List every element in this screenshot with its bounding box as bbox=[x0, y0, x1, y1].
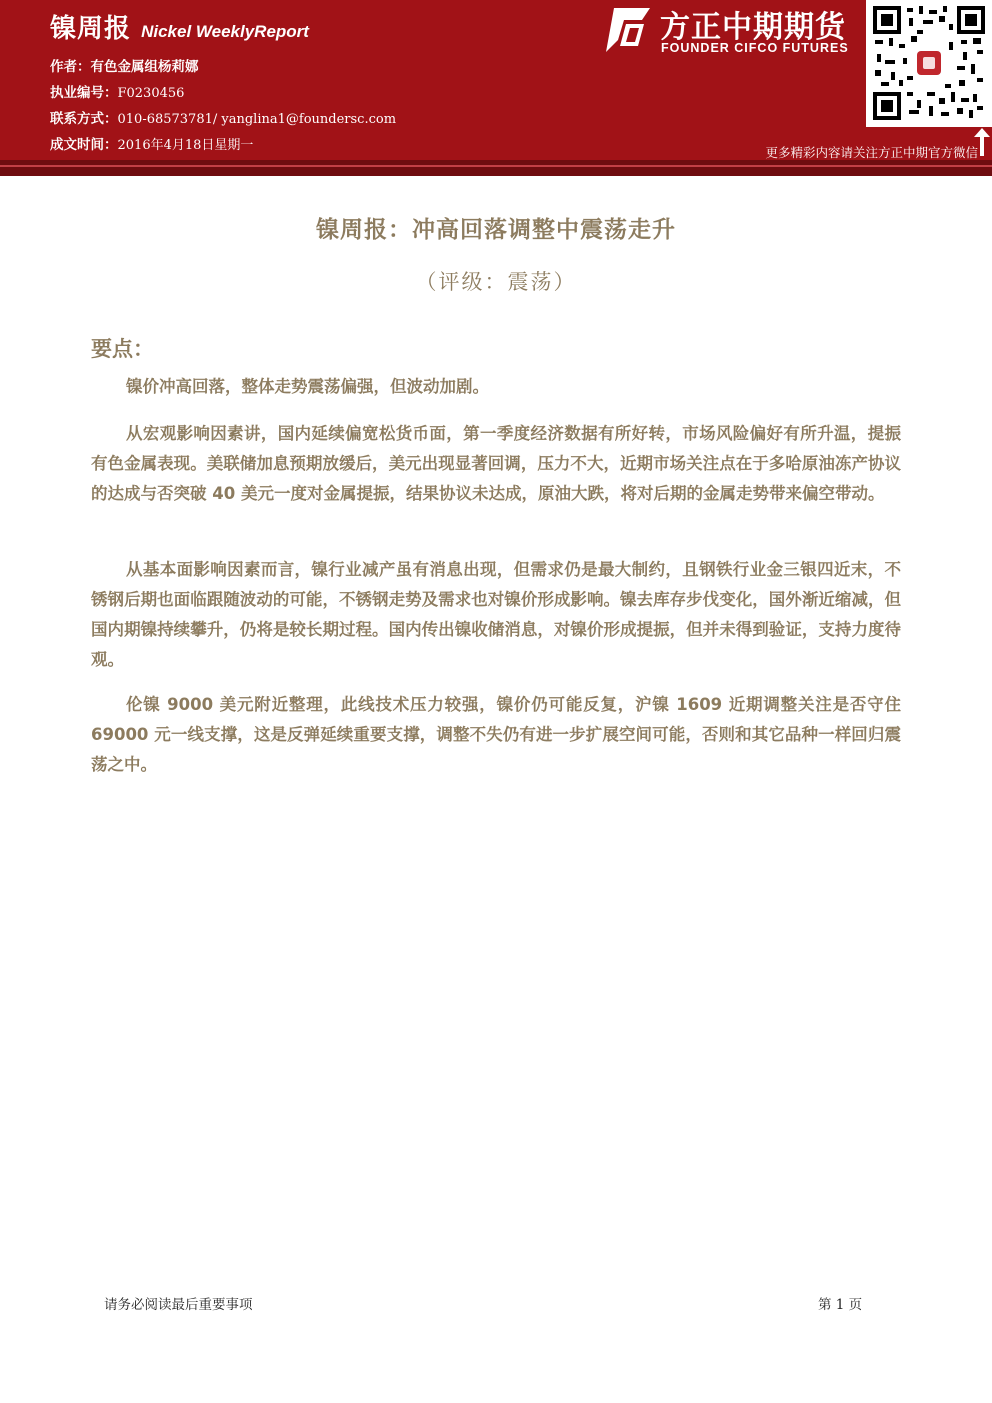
page-number: 第 1 页 bbox=[818, 1297, 863, 1313]
contact-line bbox=[50, 107, 396, 127]
license-label: 执业编号： bbox=[50, 85, 118, 101]
report-title bbox=[50, 8, 309, 45]
license-line bbox=[50, 81, 184, 101]
contact-label: 联系方式： bbox=[50, 111, 118, 127]
report-title-en: Nickel WeeklyReport bbox=[141, 22, 309, 41]
follow-wechat-text: 更多精彩内容请关注方正中期官方微信 bbox=[765, 145, 978, 160]
author-line bbox=[50, 55, 199, 75]
section-heading-key-points: 要点： bbox=[91, 337, 154, 361]
author-value: 有色金属组杨莉娜 bbox=[90, 59, 199, 75]
header-divider bbox=[0, 160, 992, 176]
license-value: F0230456 bbox=[117, 86, 185, 101]
company-name-cn: 方正中期期货 bbox=[660, 10, 846, 45]
paragraph-fundamentals: 从基本面影响因素而言，镍行业减产虽有消息出现，但需求仍是最大制约，且钢铁行业金三银四近末，不锈钢后期也面临跟随波动的可能，不锈钢走势及需求也对镍价形成影响。镍去库存步伐变化，国外渐近缩减，但国内期镍持续攀升，仍将是较长期过程。国内传出镍收储消息，对镍价形成提振，但并未得到验证，支持力度待观。 bbox=[91, 560, 901, 669]
document-rating: （评级：震荡） bbox=[415, 270, 577, 294]
company-logo-icon bbox=[604, 6, 652, 54]
header-divider-highlight bbox=[0, 165, 992, 167]
qr-code-icon bbox=[873, 6, 985, 120]
footer-notice: 请务必阅读最后重要事项 bbox=[104, 1297, 253, 1313]
date-label: 成文时间： bbox=[50, 137, 118, 153]
wechat-qr-code bbox=[866, 0, 992, 127]
document-title: 镍周报：冲高回落调整中震荡走升 bbox=[316, 217, 676, 243]
report-title-cn: 镍周报 bbox=[50, 14, 132, 44]
paragraph-macro: 从宏观影响因素讲，国内延续偏宽松货币面，第一季度经济数据有所好转，市场风险偏好有所升温，提振有色金属表现。美联储加息预期放缓后，美元出现显著回调，压力不大，近期市场关注点在于多哈原油冻产协议的达成与否突破 40 美元一度对金属提振，结果协议未达成，原油大跌，将对后期的金属走势带来偏空带动。 bbox=[91, 424, 901, 503]
company-name-en: FOUNDER CIFCO FUTURES bbox=[661, 41, 849, 55]
report-header bbox=[0, 0, 992, 160]
paragraph-technical: 伦镍 9000 美元附近整理，此线技术压力较强，镍价仍可能反复，沪镍 1609 近期调整关注是否守住 69000 元一线支撑，这是反弹延续重要支撑，调整不失仍有进一步扩展空间可能，否则和其它品种一样回归震荡之中。 bbox=[91, 695, 901, 774]
date-line bbox=[50, 133, 253, 153]
paragraph-summary: 镍价冲高回落，整体走势震荡偏强，但波动加剧。 bbox=[126, 377, 489, 396]
contact-value[interactable]: 010-68573781/ yanglina1@foundersc.com bbox=[117, 112, 397, 127]
author-label: 作者： bbox=[50, 59, 91, 75]
date-value: 2016年4月18日星期一 bbox=[117, 138, 254, 153]
